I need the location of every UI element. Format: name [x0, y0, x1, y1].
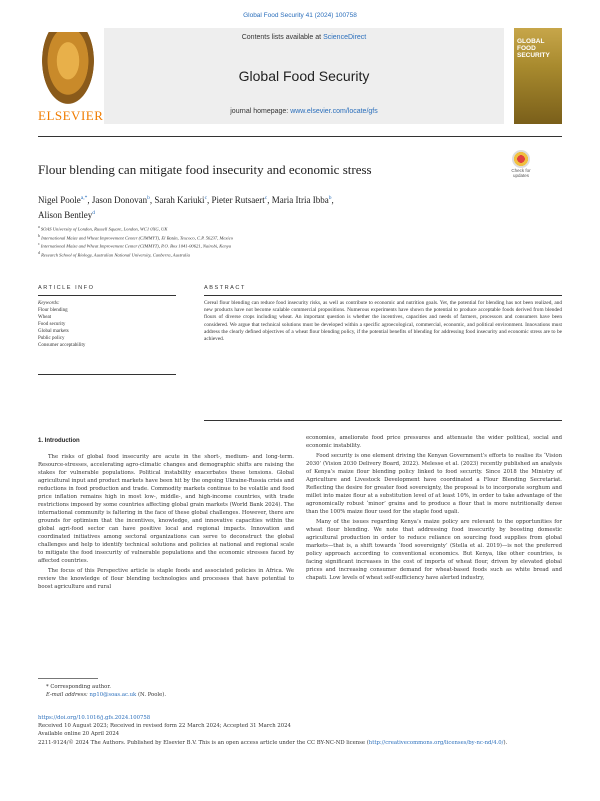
body-left-column: [38, 434, 294, 591]
check-for-updates-button[interactable]: [510, 150, 532, 178]
affiliation: $^c$ International Maize and Wheat Improvement Center (CIMMYT), P.O. Box 1041-00621, Nairobi, Kenya: [38, 242, 232, 249]
article-title: Flour blending can mitigate food insecurity and economic stress: [38, 162, 372, 177]
history-dates: Received 10 August 2023; Received in revised form 22 March 2024; Accepted 31 March 2024: [38, 723, 291, 730]
journal-citation[interactable]: Global Food Security 41 (2024) 100758: [243, 12, 357, 19]
elsevier-tree-icon: [42, 32, 94, 104]
abstract-bottom-rule: [204, 420, 562, 421]
footnote: [38, 678, 562, 699]
homepage-line: journal homepage: www.elsevier.com/locate/gfs: [230, 108, 378, 115]
email-link[interactable]: np10@soas.ac.uk: [89, 692, 137, 698]
body-paragraph: The focus of this Perspective article is staple foods and associated policies in Africa. We review the knowledge of flour blending technologies and processes that have potential to boost agriculture and rural: [38, 568, 294, 590]
body-paragraph: Food security is one element driving the Kenyan Government’s efforts to realise its ‘Vision 2030’ (Vision 2030 Delivery Board, 2022). Melesse et al. (2023) recently published an analysis of Kenya’s maize flour blending policy linked to food security. Since 2018 the Ministry of Agriculture and Livestock Development have coordinated a Flour Blending Secretariat. Reflecting the desire for greater food sovereignty, the proposal is to incorporate sorghum and millet into maize flour at a substitution level of at least 10%, in order to take advantage of the agronomically robust ‘minor’ grains and to produce a flour that is more nutritionally dense than the 100% maize flour used for the staple food ugali.: [306, 453, 562, 515]
keyword: Flour blending: [38, 308, 68, 313]
affiliations: [38, 224, 518, 258]
article-info-heading: ARTICLE INFO: [38, 285, 95, 291]
abstract-heading: ABSTRACT: [204, 285, 246, 291]
keywords-label: Keywords:: [38, 301, 60, 306]
keyword: Global markets: [38, 329, 69, 334]
keyword: Food security: [38, 322, 66, 327]
corresponding-author-note: * Corresponding author.: [46, 684, 111, 690]
banner-center: [104, 28, 504, 124]
footnote-rule: [38, 678, 98, 679]
journal-cover[interactable]: [514, 28, 562, 124]
author[interactable]: Sarah Kariuki$^c$: [154, 195, 208, 205]
body-paragraph: Many of the issues regarding Kenya’s maize policy are relevant to the opportunities for wheat flour blending. We note that addressing food insecurity by boosting domestic agricultural production in order to reduce reliance on sourcing food supplies from global markets—that is, a shift towards ‘food sovereignty’ (Stella et al. 2019)—is not the preferred policy approach according to conventional economics. But Kenya, like other countries, is facing significant increases in the cost of imports of wheat flour, driven by elevated global prices and increasing consumer demand for wheat-based foods such as white bread and chapati. Low levels of wheat self-sufficiency have alerted industry,: [306, 519, 562, 581]
author[interactable]: Pieter Rutsaert$^c$: [211, 195, 268, 205]
article-info-bottom-rule: [38, 374, 176, 375]
body-right-column: [306, 434, 562, 582]
check-updates-icon: [512, 150, 530, 168]
license-line: 2211-9124/© 2024 The Authors. Published by Elsevier B.V. This is an open access article under the CC BY-NC-ND license (http://creativecommons.org/licenses/by-nc-nd/4.0/).: [38, 739, 508, 746]
contents-line: Contents lists available at ScienceDirect: [241, 34, 367, 41]
author[interactable]: Jason Donovan$^b$: [91, 195, 150, 205]
author[interactable]: Maria Itria Ibba$^b$: [271, 195, 332, 205]
sciencedirect-link[interactable]: ScienceDirect: [323, 34, 367, 41]
keywords-block: [38, 300, 162, 349]
check-updates-label: Check for updates: [511, 168, 531, 178]
available-online: Available online 20 April 2024: [38, 731, 120, 738]
author[interactable]: Nigel Poole$^{a,*}$: [38, 195, 88, 205]
cover-title: GLOBAL FOOD SECURITY: [517, 38, 550, 59]
article-info-rule: [38, 295, 176, 296]
affiliation: $^b$ International Maize and Wheat Improvement Center (CIMMYT), El Batán, Texcoco, C.P. 56237, Mexico: [38, 233, 234, 241]
abstract-rule: [204, 295, 562, 296]
journal-banner: [38, 28, 562, 134]
doi-link[interactable]: https://doi.org/10.1016/j.gfs.2024.100758: [38, 715, 151, 721]
elsevier-logo[interactable]: [38, 28, 104, 124]
journal-title: Global Food Security: [238, 68, 370, 84]
author[interactable]: Alison Bentley$^d$: [38, 210, 95, 220]
keyword: Consumer acceptability: [38, 343, 86, 348]
header-rule: [38, 136, 562, 137]
abstract-text: Cereal flour blending can reduce food insecurity risks, as well as contribute to economic and nutrition goals. Yet, the potential for blending has not been realized, and new products have not become scalable commercial propositions. Numerous experiments have shown the potential to produce acceptable foods derived from blended flours of diverse crops including wheat. An important question is whether the incentives, capacities and needs of farmers, processors and consumers have been considered. We argue that technical solutions must be developed within a specific agroecological, commercial, economic, and political environment. Innovations must address the clearly defined objectives of a wheat flour blending policy, if the potential benefits of blending for addressing food insecurity and economic stress are to be achieved.: [204, 300, 562, 343]
author-list: Nigel Poole$^{a,*}$, Jason Donovan$^b$, Sarah Kariuki$^c$, Pieter Rutsaert$^c$, Maria Itria Ibba$^b$, Alison Bentley$^d$: [38, 195, 334, 220]
affiliation: $^a$ SOAS University of London, Russell Square, London, WC1 0XG, UK: [38, 225, 168, 232]
keyword: Wheat: [38, 315, 52, 320]
intro-heading: 1. Introduction: [38, 438, 80, 444]
article-meta: [38, 714, 562, 747]
affiliation: $^d$ Research School of Biology, Australian National University, Canberra, Australia: [38, 250, 190, 258]
body-paragraph: economies, ameliorate food price pressures and attenuate the wider political, social and economic instability.: [306, 435, 562, 449]
elsevier-wordmark: ELSEVIER: [38, 108, 104, 123]
license-link[interactable]: http://creativecommons.org/licenses/by-nc-nd/4.0/: [368, 739, 504, 746]
email-line: E-mail address: np10@soas.ac.uk (N. Poole).: [46, 692, 167, 698]
keyword: Public policy: [38, 336, 65, 341]
homepage-link[interactable]: www.elsevier.com/locate/gfs: [290, 108, 378, 115]
body-paragraph: The risks of global food insecurity are acute in the short-, medium- and long-term. Resource-stresses, accelerating agro-climatic changes and demographic shifts are raising the stakes for vulnerable populations. Political instability exacerbates these tensions. Global agricultural input and product markets have been hit by the ongoing Ukraine-Russia crisis and reductions in food production and trade. Commodity markets continue to be volatile and food price inflation remains high in most low-, middle-, and high-income countries, with trade restrictions imposed by some countries affecting global grain markets (World Bank 2024). The international community is faltering in the face of these global challenges. However, there are grounds for optimism that the incentives, knowledge, and innovative capacities within the global agri-food sector can have positive local and regional impacts. Innovation and coordinated initiatives among sectoral organizations can serve to deconstruct the global challenges and help to identify technical solutions and policies at national and regional scale to mitigate the food insecurity of vulnerable populations and the economic stresses faced by affected countries.: [38, 454, 294, 564]
